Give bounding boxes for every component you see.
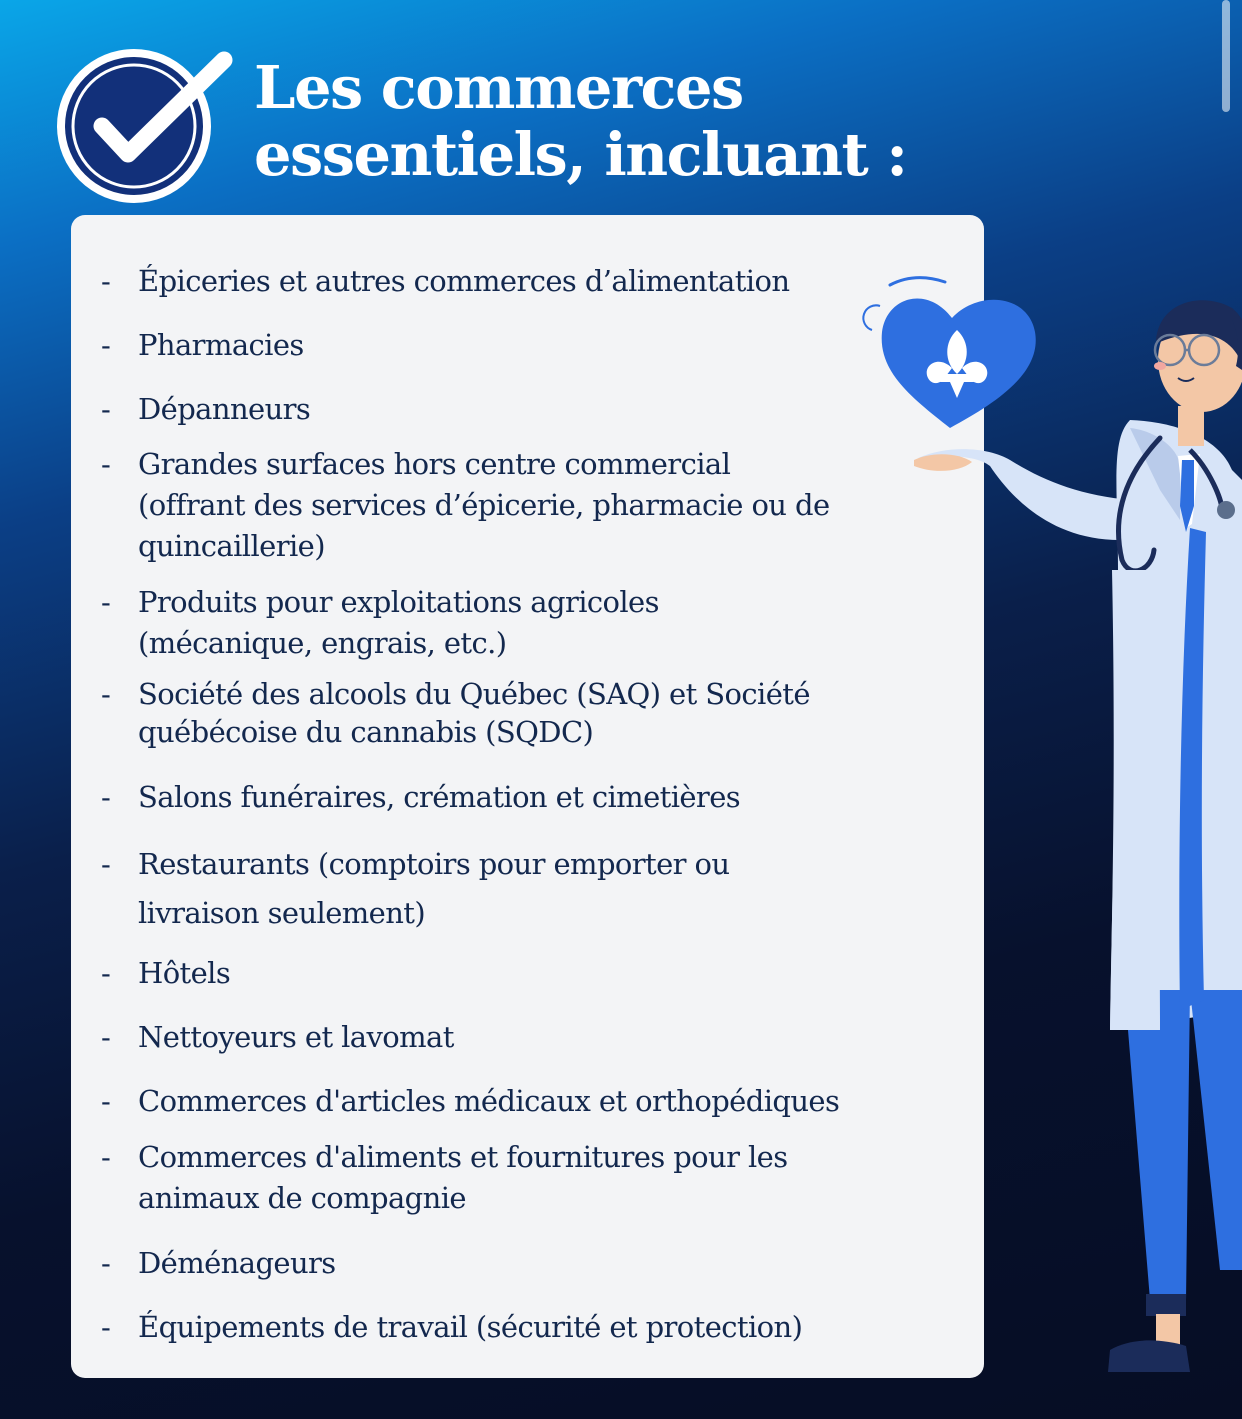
list-item: - Restaurants (comptoirs pour emporter ou livraison seulement) <box>101 847 730 930</box>
list-item: - Équipements de travail (sécurité et protection) <box>101 1310 803 1344</box>
essential-stores-card <box>71 215 984 1378</box>
scrollbar[interactable] <box>1222 0 1230 112</box>
list-item: - Grandes surfaces hors centre commercial (offrant des services d’épicerie, pharmacie ou de quincaillerie) <box>101 447 830 563</box>
checkmark-badge-icon <box>52 46 237 206</box>
doctor-illustration <box>860 270 1242 1390</box>
list-item: - Société des alcools du Québec (SAQ) et Société québécoise du cannabis (SQDC) <box>101 677 810 749</box>
list-item: - Produits pour exploitations agricoles (mécanique, engrais, etc.) <box>101 585 659 660</box>
list-item: - Hôtels <box>101 956 231 990</box>
list-item: - Salons funéraires, crémation et cimetières <box>101 780 741 814</box>
list-item: - Dépanneurs <box>101 392 311 426</box>
page-title <box>254 54 907 188</box>
heart-fleur-de-lis-icon <box>863 278 1035 428</box>
title-line-2: essentiels, incluant : <box>254 120 907 189</box>
list-item: - Épiceries et autres commerces d’alimentation <box>101 264 790 298</box>
list-item: - Déménageurs <box>101 1246 336 1280</box>
list-item: - Pharmacies <box>101 328 304 362</box>
list-item: - Commerces d'aliments et fournitures pour les animaux de compagnie <box>101 1140 788 1215</box>
title-line-1: Les commerces <box>254 53 743 122</box>
list-item: - Nettoyeurs et lavomat <box>101 1020 454 1054</box>
list-item: - Commerces d'articles médicaux et orthopédiques <box>101 1084 840 1118</box>
